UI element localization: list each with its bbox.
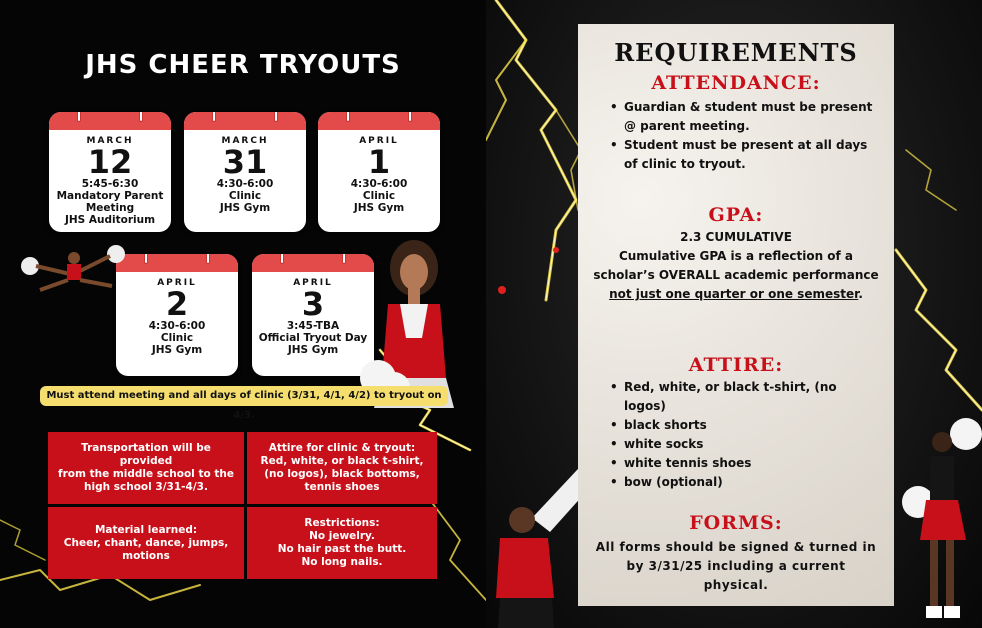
gpa-value: 2.3 CUMULATIVE [680,230,792,244]
box-line: Red, white, or black t-shirt, [260,455,424,467]
list-item: • bow (optional) [608,473,878,492]
requirements-title: REQUIREMENTS [614,38,858,67]
box-line: Material learned: [94,523,198,536]
cheerleader-jump-image [12,240,132,300]
info-box-material [48,507,244,579]
attendance-list [608,98,878,174]
box-line: No hair past the butt. [277,543,407,555]
info-box-restrictions [247,507,437,579]
forms-text: All forms should be signed & turned in by 3/31/25 including a current physical. [595,540,877,592]
box-line: Restrictions: [304,517,380,529]
calendar-time: 5:45-6:30 [81,178,139,190]
calendar-location: JHS Auditorium [64,214,156,226]
calendar-card-april-1 [318,112,440,232]
calendar-event: Official Tryout Day [258,332,368,344]
box-line: Transportation will be provided [81,442,211,467]
info-box-transportation [48,432,244,504]
calendar-event: Clinic [160,332,194,344]
forms-heading: FORMS: [689,512,783,534]
attendance-note: Must attend meeting and all days of clinic (3/31, 4/1, 4/2) to tryout on 4/3. [40,386,448,406]
left-panel [0,0,486,628]
cheerleader-standing-image [896,416,982,626]
calendar-day: 2 [165,285,189,323]
calendar-card-march-12 [49,112,171,232]
list-item: • Red, white, or black t-shirt, (no logos) [608,378,878,416]
gpa-description [592,247,880,304]
requirements-panel [578,24,894,606]
calendar-day: 1 [367,143,391,181]
box-line: motions [122,549,170,562]
box-line: tennis shoes [304,481,380,493]
gpa-heading: GPA: [708,204,764,226]
box-line: from the middle school to the [58,468,234,480]
box-line: No long nails. [301,556,383,568]
calendar-location: JHS Gym [353,202,405,214]
calendar-card-april-3 [252,254,374,376]
list-item: • Student must be present at all days of clinic to tryout. [608,136,878,174]
calendar-time: 4:30-6:00 [148,320,206,332]
box-line: Cheer, chant, dance, jumps, [63,536,229,549]
calendar-time: 4:30-6:00 [350,178,408,190]
calendar-month: APRIL [359,136,399,146]
calendar-month: MARCH [86,136,134,146]
attendance-heading: ATTENDANCE: [651,72,821,94]
attire-heading: ATTIRE: [688,354,784,376]
gpa-text: Cumulative GPA is a reflection of a scholar’s OVERALL academic performance [593,249,879,282]
box-line: No jewelry. [309,530,375,542]
calendar-event: Mandatory Parent [56,190,164,202]
calendar-location: JHS Gym [219,202,271,214]
calendar-month: MARCH [221,136,269,146]
list-item: • Guardian & student must be present @ parent meeting. [608,98,878,136]
calendar-month: APRIL [157,278,197,288]
calendar-time: 3:45-TBA [286,320,340,332]
calendar-day: 3 [301,285,325,323]
calendar-day: 31 [222,143,268,181]
calendar-location: JHS Gym [287,344,339,356]
list-item: • white socks [608,435,878,454]
calendar-month: APRIL [293,278,333,288]
calendar-event: Clinic [362,190,396,202]
calendar-time: 4:30-6:00 [216,178,274,190]
list-item: • black shorts [608,416,878,435]
page-title: JHS CHEER TRYOUTS [85,50,401,80]
box-line: high school 3/31-4/3. [84,481,208,493]
list-item: • white tennis shoes [608,454,878,473]
calendar-event: Meeting [85,202,135,214]
attire-list [608,378,878,492]
info-box-attire [247,432,437,504]
calendar-location: JHS Gym [151,344,203,356]
gpa-underlined-text: not just one quarter or one semester [609,287,859,301]
calendar-card-april-2 [116,254,238,376]
calendar-day: 12 [87,143,133,181]
calendar-card-march-31 [184,112,306,232]
calendar-event: Clinic [228,190,262,202]
box-line: Attire for clinic & tryout: [268,442,416,454]
gpa-end: . [858,287,863,301]
box-line: (no logos), black bottoms, [264,468,420,480]
